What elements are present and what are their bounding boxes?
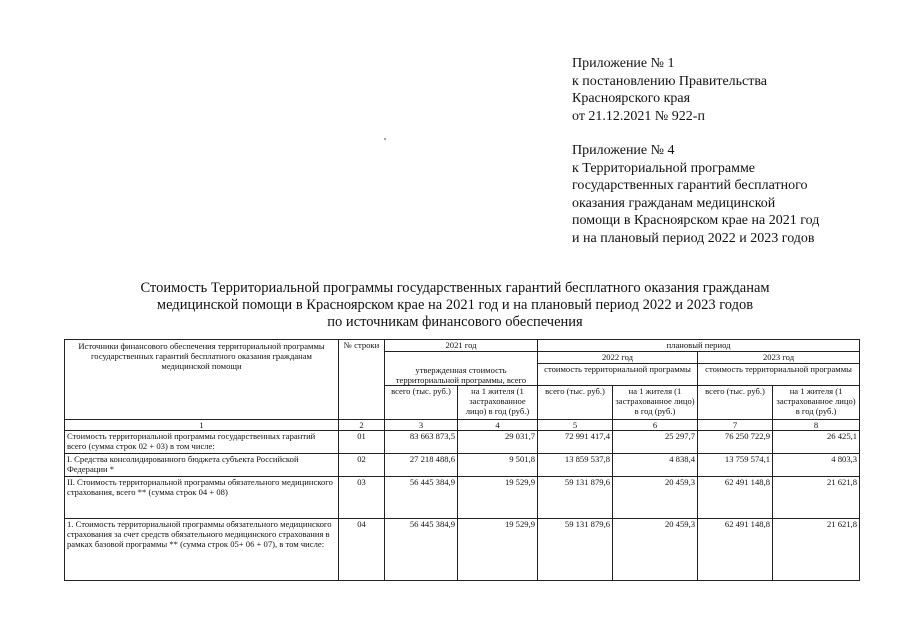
cell-2021-per: 19 529,9 [458,477,538,519]
cell-2021-per: 29 031,7 [458,431,538,454]
cell-2021-total: 27 218 488,6 [385,454,458,477]
cell-2023-per: 21 621,8 [773,477,860,519]
table-row [65,431,860,454]
cell-2021-per: 9 501,8 [458,454,538,477]
cell-2022-total: 59 131 879,6 [538,477,613,519]
cell-2023-total: 62 491 148,8 [698,477,773,519]
col-number: 4 [458,420,538,431]
cell-2023-total: 62 491 148,8 [698,519,773,581]
header-total-2023: всего (тыс. руб.) [698,386,773,420]
header-2021: 2021 год [385,340,538,352]
header-cost-2022: стоимость территориальной программы [538,364,698,386]
row-label: Стоимость территориальной программы государственных гарантий всего (сумма строк 02 + 03) в том числе: [65,431,339,454]
header-2023: 2023 год [698,352,860,364]
title-line: Стоимость Территориальной программы государственных гарантий бесплатного оказания гражданам [140,280,770,296]
row-number: 01 [339,431,385,454]
appendix-4-line: и на плановый период 2022 и 2023 годов [572,230,815,246]
col-number: 2 [339,420,385,431]
scan-speck [384,138,386,140]
header-planned: плановый период [538,340,860,352]
appendix-4-line: помощи в Красноярском крае на 2021 год [572,213,820,228]
cell-2023-per: 4 803,3 [773,454,860,477]
col-number: 3 [385,420,458,431]
header-total-2021: всего (тыс. руб.) [385,386,458,420]
row-label: 1. Стоимость территориальной программы обязательного медицинского страхования за счет средств обязательного медицинского страхования в рамках базовой программы ** (сумма строк 05+ 06 + 07), в том числе: [65,519,339,581]
col-number: 6 [613,420,698,431]
header-per-insured-2023: на 1 жителя (1 застрахованное лицо) в год (руб.) [773,386,860,420]
cell-2021-per: 19 529,9 [458,519,538,581]
appendix-4-line: государственных гарантий бесплатного [572,178,808,193]
cell-2023-total: 76 250 722,9 [698,431,773,454]
cell-2022-per: 25 297,7 [613,431,698,454]
title-line: медицинской помощи в Красноярском крае на 2021 год и на плановый период 2022 и 2023 годов [156,297,754,313]
row-label: I. Средства консолидированного бюджета субъекта Российской Федерации * [65,454,339,477]
col-number: 5 [538,420,613,431]
cell-2021-total: 83 663 873,5 [385,431,458,454]
header-cost-2023: стоимость территориальной программы [698,364,860,386]
header-per-insured-2022: на 1 жителя (1 застрахованное лицо) в год (руб.) [613,386,698,420]
appendix-1-line: Красноярского края [572,91,691,106]
appendix-4-line: оказания гражданам медицинской [572,195,776,211]
header-total-2022: всего (тыс. руб.) [538,386,613,420]
appendix-4-line: к Территориальной программе [572,160,756,176]
table-row [65,519,860,581]
appendix-4-block [572,142,892,247]
col-number: 1 [65,420,339,431]
cell-2023-per: 21 621,8 [773,519,860,581]
cell-2022-total: 72 991 417,4 [538,431,613,454]
appendix-1-line: от 21.12.2021 № 922-п [572,108,705,124]
header-approved-cost: утвержденная стоимость территориальной программы, всего [385,352,538,386]
header-row-no: № строки [339,340,385,420]
col-number: 7 [698,420,773,431]
appendix-4-line: Приложение № 4 [572,143,675,158]
cell-2022-total: 13 859 537,8 [538,454,613,477]
row-label: II. Стоимость территориальной программы обязательного медицинского страхования, всего ** (сумма строк 04 + 08) [65,477,339,519]
cell-2021-total: 56 445 384,9 [385,519,458,581]
table-row [65,454,860,477]
cell-2023-per: 26 425,1 [773,431,860,454]
appendix-1-block [572,55,892,125]
cell-2022-per: 20 459,3 [613,477,698,519]
cell-2022-total: 59 131 879,6 [538,519,613,581]
cell-2021-total: 56 445 384,9 [385,477,458,519]
header-2022: 2022 год [538,352,698,364]
financing-table [64,339,860,581]
header-per-capita-2021: на 1 жителя (1 застрахованное лицо) в год (руб.) [458,386,538,420]
document-title [90,280,820,331]
cell-2022-per: 20 459,3 [613,519,698,581]
cell-2023-total: 13 759 574,1 [698,454,773,477]
title-line: по источникам финансового обеспечения [327,314,583,330]
row-number: 03 [339,477,385,519]
table-row [65,477,860,519]
row-number: 02 [339,454,385,477]
col-number: 8 [773,420,860,431]
appendix-1-line: к постановлению Правительства [572,73,768,89]
appendix-1-line: Приложение № 1 [572,56,675,71]
header-source: Источники финансового обеспечения территориальной программы государственных гарантий бесплатного оказания гражданам медицинской помощи [65,340,339,420]
row-number: 04 [339,519,385,581]
cell-2022-per: 4 838,4 [613,454,698,477]
